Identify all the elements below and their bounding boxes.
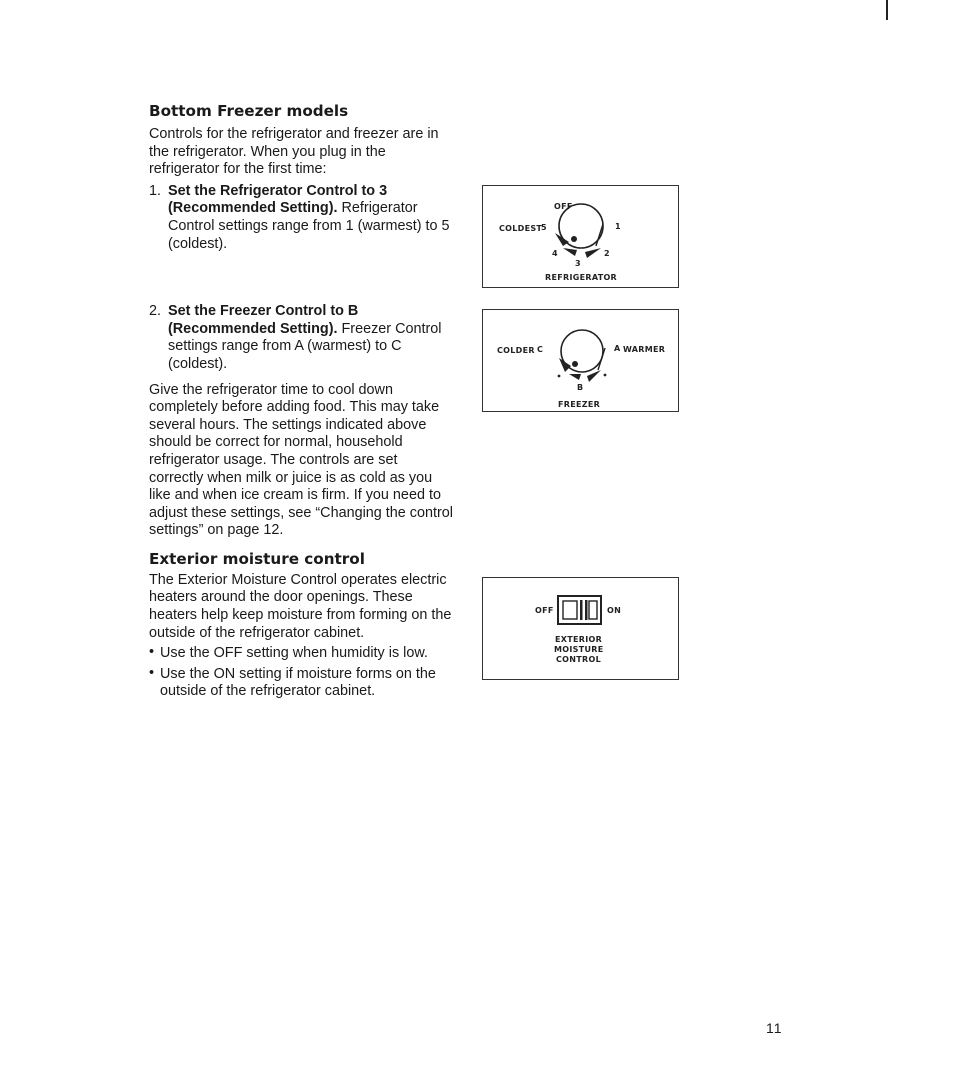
refrigerator-dial-2: 2 (604, 249, 610, 258)
freezer-dial-b: B (577, 383, 584, 392)
freezer-warmer-label: WARMER (623, 345, 666, 354)
bullet-text: Use the ON setting if moisture forms on the outside of the refrigerator cabinet. (160, 665, 436, 700)
freezer-colder-label: COLDER (497, 346, 535, 355)
step-1-title: Set the Refrigerator Control to 3 (Recommended Setting). (168, 182, 388, 217)
refrigerator-control-figure (482, 185, 679, 288)
refrigerator-coldest-label: COLDEST (499, 224, 543, 233)
step-1-body: Refrigerator Control settings range from 1 (warmest) to 5 (coldest). (168, 200, 450, 252)
bullet-dot: • (149, 644, 155, 661)
step-1 (149, 183, 454, 253)
freezer-dial-c: C (537, 345, 544, 354)
step-2-body: Freezer Control settings range from A (warmest) to C (coldest). (168, 320, 442, 372)
freezer-caption: FREEZER (558, 400, 601, 409)
refrigerator-caption: REFRIGERATOR (545, 273, 618, 282)
step-2 (149, 303, 454, 373)
freezer-control-figure (482, 309, 679, 412)
rocker-switch-icon (483, 578, 680, 681)
bullet-item (149, 666, 454, 701)
bullet-dot: • (149, 664, 155, 681)
moisture-caption-line1: EXTERIOR (555, 635, 603, 644)
intro-paragraph: Controls for the refrigerator and freezer are in the refrigerator. When you plug in the refrigerator for the first time: (149, 126, 439, 178)
moisture-off-label: OFF (535, 606, 554, 615)
bullet-item (149, 645, 454, 663)
moisture-caption-line3: CONTROL (556, 655, 601, 664)
moisture-on-label: ON (607, 606, 622, 615)
refrigerator-off-label: OFF (554, 202, 573, 211)
moisture-control-figure (482, 577, 679, 680)
bullet-text: Use the OFF setting when humidity is low. (160, 645, 428, 662)
moisture-caption-line2: MOISTURE (554, 645, 604, 654)
refrigerator-dial-5: 5 (541, 223, 547, 232)
step-1-number: 1. (149, 182, 162, 199)
page-edge-mark (886, 0, 888, 20)
freezer-dial-a: A (614, 344, 621, 353)
moisture-intro: The Exterior Moisture Control operates electric heaters around the door openings. These heaters help keep moisture from forming on the outside of the refrigerator cabinet. (149, 571, 452, 641)
refrigerator-dial-1: 1 (615, 222, 621, 231)
step-2-number: 2. (149, 303, 162, 320)
heading-exterior-moisture: Exterior moisture control (149, 549, 365, 568)
freezer-dial-icon (483, 310, 680, 413)
text-column (149, 102, 454, 701)
refrigerator-dial-3: 3 (575, 259, 581, 268)
heading-bottom-freezer: Bottom Freezer models (149, 102, 349, 120)
refrigerator-dial-4: 4 (552, 249, 558, 258)
page-number: 11 (766, 1020, 783, 1036)
step-2-title: Set the Freezer Control to B (Recommended Setting). (168, 303, 359, 337)
cooldown-paragraph: Give the refrigerator time to cool down completely before adding food. This may take several hours. The settings indicated above should be correct for normal, household refrigerator usage. The controls are set correctly when milk or juice is as cold as you like and when ice cream is firm. If you need to adjust these settings, see “Changing the control settings” on page 12. (149, 381, 453, 539)
